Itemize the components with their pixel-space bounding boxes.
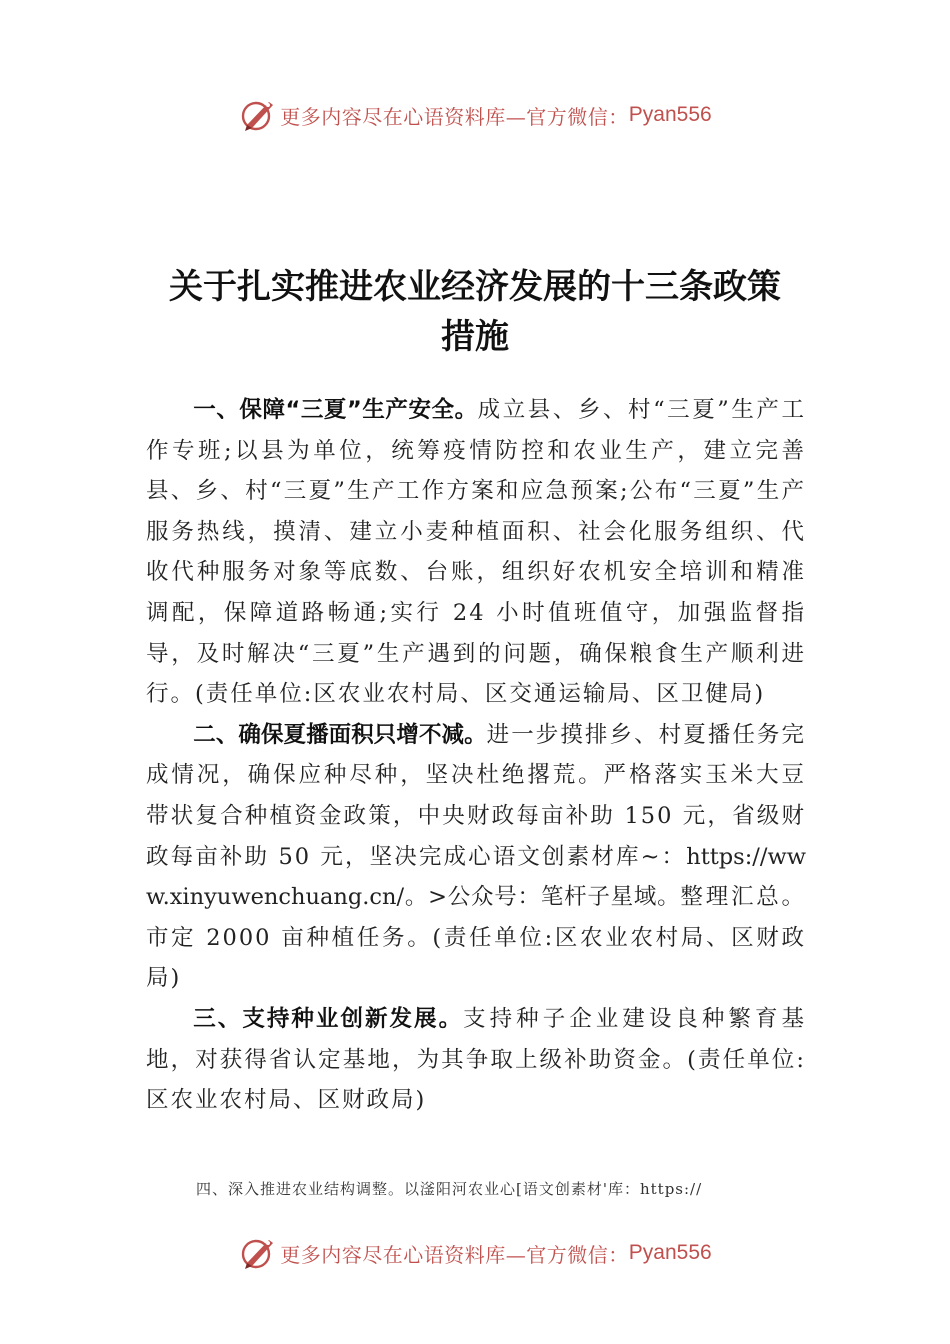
pen-logo-icon [238, 95, 278, 135]
title-line-1: 关于扎实推进农业经济发展的十三条政策 [169, 267, 781, 307]
watermark-footer [0, 1233, 950, 1273]
document-body [146, 390, 806, 1121]
title-line-2: 措施 [441, 317, 509, 357]
watermark-text: 更多内容尽在心语资料库—官方微信： [280, 104, 629, 129]
section-1 [146, 390, 806, 715]
watermark-header [0, 95, 950, 135]
section-2-url: https://www.xinyuwenchuang.cn/。>公众号：笔杆子星域。 [146, 843, 806, 911]
section-4-preview: 四、深入推进农业结构调整。以滏阳河农业心[语文创素材'库：https:// [196, 1180, 703, 1198]
section-1-body: 成立县、乡、村“三夏”生产工作专班;以县为单位，统筹疫情防控和农业生产，建立完善县、乡、村“三夏”生产工作方案和应急预案;公布“三夏”生产服务热线，摸清、建立小麦种植面积、社会化服务组织、代收代种服务对象等底数、台账，组织好农机安全培训和精准调配，保障道路畅通;实行 24 小时值班值守，加强监督指导，及时解决“三夏”生产遇到的问题，确保粮食生产顺利进行。(责任单位:区农业农村局、区交通运输局、区卫健局) [146, 397, 806, 708]
watermark-wechat-id: Pyan556 [628, 1241, 712, 1264]
section-3-heading: 三、支持种业创新发展。 [193, 1005, 464, 1032]
section-2-heading: 二、确保夏播面积只增不减。 [193, 721, 487, 748]
section-2-body-end: 整理汇总。市定 2000 亩种植任务。(责任单位:区农业农村局、区财政局) [146, 884, 806, 992]
section-3-body: 支持种子企业建设良种繁育基地，对获得省认定基地，为其争取上级补助资金。(责任单位:区农业农村局、区财政局) [146, 1005, 806, 1114]
document-title [110, 262, 840, 362]
pen-logo-icon [238, 1233, 278, 1273]
section-3 [146, 999, 806, 1121]
section-2-body: 进一步摸排乡、村夏播任务完成情况，确保应种尽种，坚决杜绝撂荒。严格落实玉米大豆带状复合种植资金政策，中央财政每亩补助 150 元，省级财政每亩补助 50 元，坚决完成心语文创素材库~： [146, 721, 806, 870]
section-1-heading: 一、保障“三夏”生产安全。 [193, 397, 478, 423]
watermark-wechat-id: Pyan556 [628, 103, 712, 126]
watermark-text: 更多内容尽在心语资料库—官方微信： [280, 1242, 629, 1267]
section-2 [146, 715, 806, 999]
